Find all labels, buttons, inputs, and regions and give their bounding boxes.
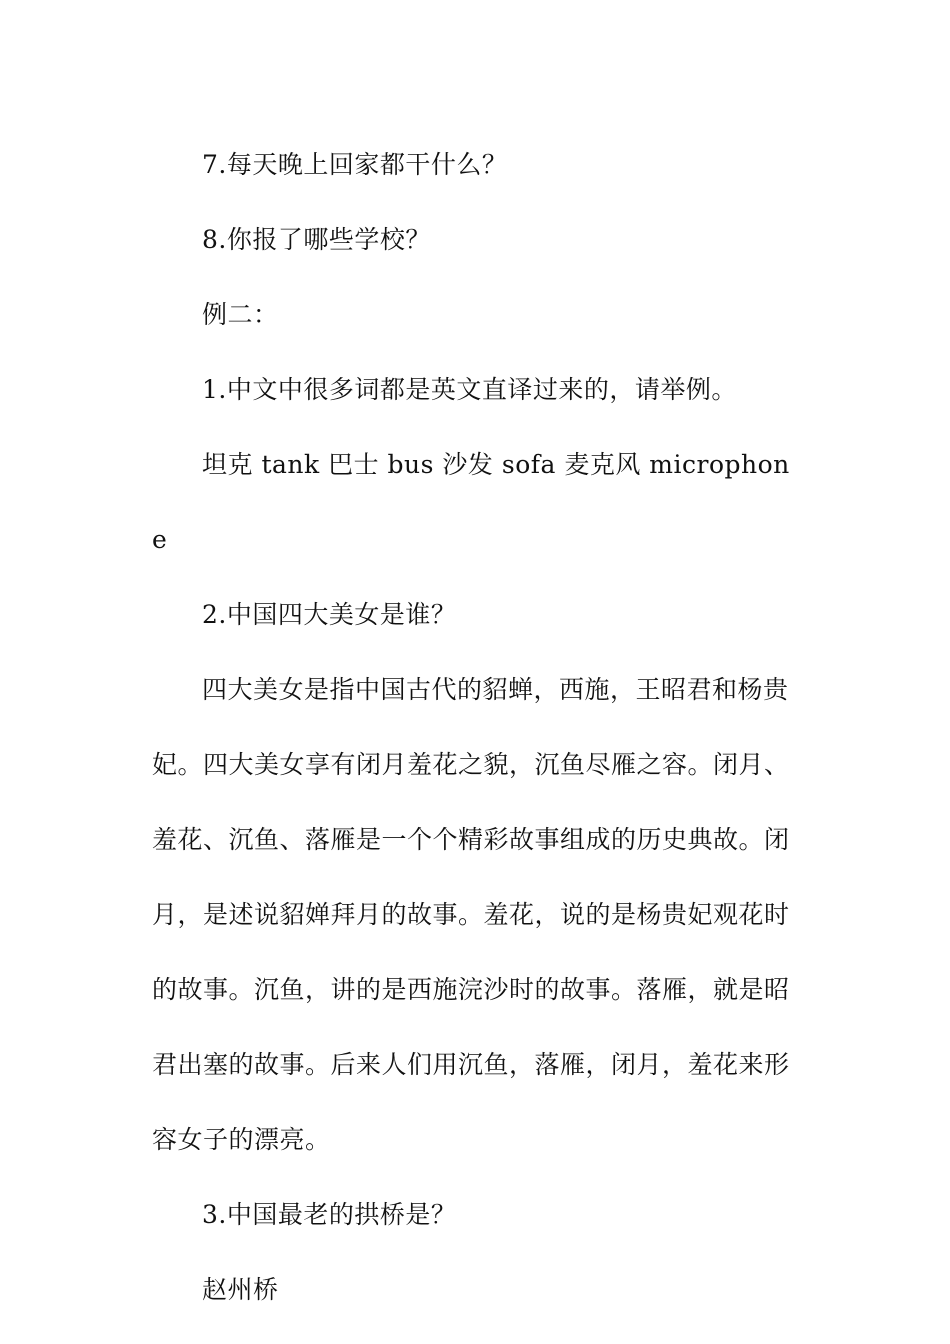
answer-2: 四大美女是指中国古代的貂蝉，西施，王昭君和杨贵妃。四大美女享有闭月羞花之貌，沉鱼尽雁之容。闭月、羞花、沉鱼、落雁是一个个精彩故事组成的历史典故。闭月，是述说貂婵拜月的故事。羞花，说的是杨贵妃观花时的故事。沉鱼，讲的是西施浣沙时的故事。落雁，就是昭君出塞的故事。后来人们用沉鱼，落雁，闭月，羞花来形容女子的漂亮。 <box>152 675 790 1154</box>
question-8: 8.你报了哪些学校？ <box>202 225 431 254</box>
example-question-3: 3.中国最老的拱桥是？ <box>202 1200 457 1229</box>
answer-1: 坦克 tank 巴士 bus 沙发 sofa 麦克风 microphone <box>152 450 790 554</box>
example-question-2: 2.中国四大美女是谁？ <box>202 600 457 629</box>
question-7: 7.每天晚上回家都干什么？ <box>202 150 508 179</box>
example-heading: 例二： <box>202 300 279 329</box>
answer-3: 赵州桥 <box>202 1275 279 1304</box>
document-body <box>152 127 792 1327</box>
example-question-1: 1.中文中很多词都是英文直译过来的，请举例。 <box>202 375 737 404</box>
